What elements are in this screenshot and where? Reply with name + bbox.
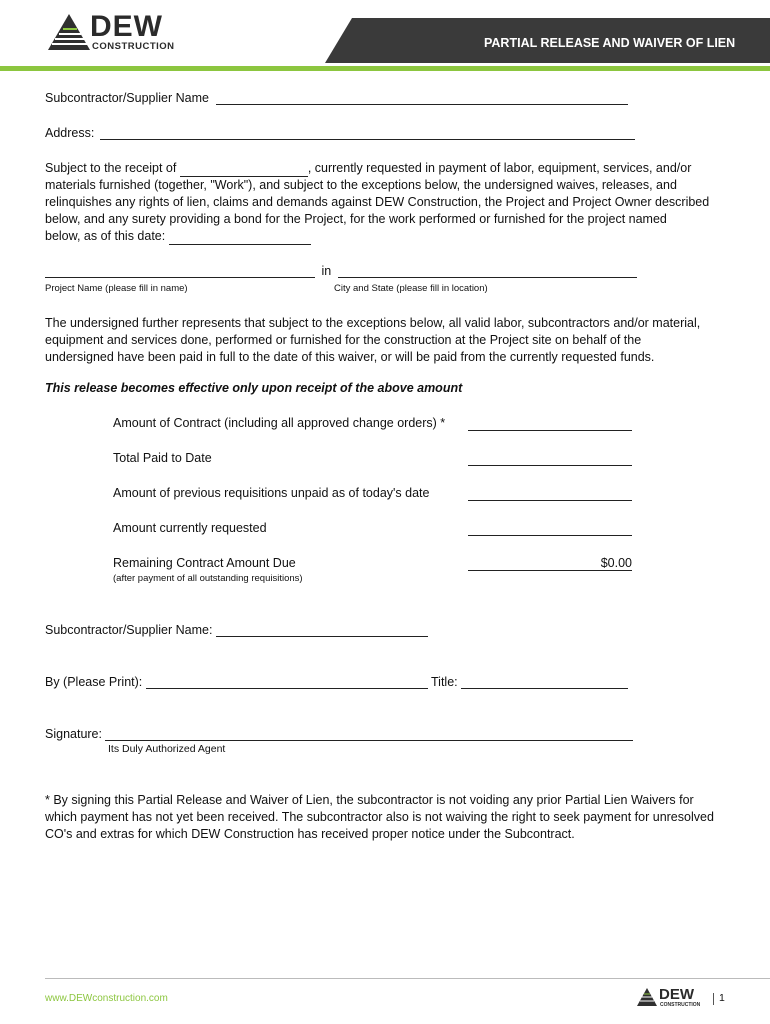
receipt-amount-input[interactable] — [180, 162, 308, 177]
footer-logo-triangle-icon — [636, 987, 658, 1007]
footnote-line3: CO's and extras for which DEW Construction has received proper notice under the Subcontract. — [45, 827, 575, 841]
footer-separator — [713, 993, 714, 1005]
represents-paragraph — [45, 315, 745, 366]
sub-name-row — [45, 622, 428, 637]
page-number: 1 — [719, 992, 725, 1004]
city-state-caption: City and State (please fill in location) — [334, 283, 488, 294]
footnote-line1: * By signing this Partial Release and Waiver of Lien, the subcontractor is not voiding any prior Partial Lien Waivers for — [45, 793, 694, 807]
signature-row — [45, 726, 633, 741]
title-input[interactable] — [461, 674, 628, 689]
remaining-amount-value[interactable]: $0.00 — [468, 556, 632, 571]
amount-input[interactable] — [468, 486, 632, 501]
amount-label: Remaining Contract Amount Due — [113, 556, 296, 570]
amount-row-remaining — [113, 556, 633, 574]
project-row — [45, 263, 637, 278]
date-input[interactable] — [169, 230, 311, 245]
receipt-paragraph — [45, 160, 745, 245]
receipt-line3: relinquishes any rights of lien, claims and demands against DEW Construction, the Project and Project Owner described — [45, 195, 710, 209]
receipt-line2: materials furnished (together, "Work"), and subject to the exceptions below, the undersigned waives, releases, and — [45, 178, 677, 192]
amount-row-previous — [113, 486, 633, 504]
logo-brand: DEW — [90, 10, 163, 43]
amount-row-current — [113, 521, 633, 539]
title-label: Title: — [431, 675, 458, 689]
sub-name-label: Subcontractor/Supplier Name: — [45, 623, 213, 637]
project-name-caption: Project Name (please fill in name) — [45, 283, 188, 294]
amount-label: Amount of previous requisitions unpaid as of today's date — [113, 486, 430, 500]
receipt-line5: below, as of this date: — [45, 229, 166, 243]
amount-label: Amount currently requested — [113, 521, 267, 535]
signature-label: Signature: — [45, 727, 102, 741]
receipt-prefix: Subject to the receipt of — [45, 161, 177, 175]
project-name-input[interactable] — [45, 263, 315, 278]
amount-input[interactable] — [468, 416, 632, 431]
receipt-suffix: , currently requested in payment of labor, equipment, services, and/or — [307, 161, 692, 175]
document-title: PARTIAL RELEASE AND WAIVER OF LIEN — [484, 36, 736, 50]
subcontractor-input[interactable] — [216, 90, 628, 105]
amount-input[interactable] — [468, 521, 632, 536]
in-label: in — [321, 264, 332, 278]
receipt-line4: below, and any surety providing a bond for the Project, for the work performed or furnished for the project named — [45, 212, 667, 226]
by-row — [45, 674, 628, 689]
amount-row-paid — [113, 451, 633, 469]
header — [0, 0, 770, 72]
address-label: Address: — [45, 126, 95, 140]
amount-label: Total Paid to Date — [113, 451, 212, 465]
subcontractor-row — [45, 90, 628, 105]
remaining-note: (after payment of all outstanding requisitions) — [113, 573, 303, 584]
represent-line1: The undersigned further represents that subject to the exceptions below, all valid labor, subcontractors and/or material, — [45, 316, 701, 330]
city-state-input[interactable] — [338, 263, 637, 278]
signature-input[interactable] — [105, 726, 633, 741]
address-input[interactable] — [100, 125, 635, 140]
address-row — [45, 125, 635, 140]
logo-triangle-icon — [45, 12, 91, 52]
represent-line3: undersigned have been paid in full to the date of this waiver, or will be paid from the currently requested funds. — [45, 350, 655, 364]
sub-name-input[interactable] — [216, 622, 428, 637]
represent-line2: equipment and services done, performed or furnished for the construction at the Project site on behalf of the — [45, 333, 642, 347]
by-label: By (Please Print): — [45, 675, 143, 689]
amount-row-contract — [113, 416, 633, 434]
footnote — [45, 792, 755, 843]
amount-input[interactable] — [468, 451, 632, 466]
amount-label: Amount of Contract (including all approved change orders) * — [113, 416, 446, 430]
subcontractor-label: Subcontractor/Supplier Name — [45, 91, 209, 105]
effective-note: This release becomes effective only upon receipt of the above amount — [45, 381, 463, 395]
logo — [45, 12, 185, 54]
footer-brand-sub: CONSTRUCTION — [660, 1002, 701, 1008]
footer-divider — [45, 978, 770, 979]
logo-brand-sub: CONSTRUCTION — [92, 41, 175, 52]
footnote-line2: which payment has not yet been received. The subcontractor also is not waiving the right to seek payment for unresolved — [45, 810, 714, 824]
footer-logo — [636, 987, 716, 1013]
footer-brand: DEW — [659, 986, 694, 1003]
by-input[interactable] — [146, 674, 428, 689]
footer-website[interactable]: www.DEWconstruction.com — [45, 993, 168, 1004]
agent-caption: Its Duly Authorized Agent — [108, 743, 226, 755]
